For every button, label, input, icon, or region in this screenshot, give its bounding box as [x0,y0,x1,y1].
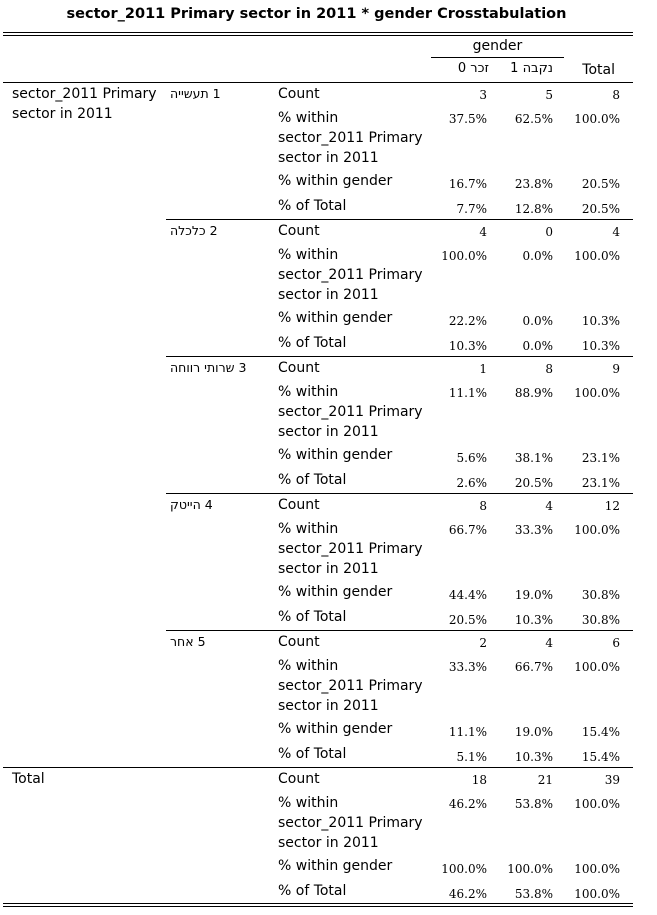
cell-within-row-total: 100.0% [574,797,620,811]
cell-within-col-total: 20.5% [581,177,620,191]
statistic-label-within-col: % within gender [278,310,393,326]
cell-within-row-male: 100.0% [441,249,487,263]
cell-within-col-female: 38.1% [514,451,553,465]
cell-within-row-female: 33.3% [514,523,553,537]
col-header-total: Total [582,62,615,78]
cell-within-row-female: 0.0% [522,249,553,263]
cell-of-total-total: 10.3% [581,339,620,353]
cell-of-total-total: 20.5% [581,202,620,216]
cell-count-total: 6 [612,636,620,650]
cell-within-row-total: 100.0% [574,386,620,400]
cell-of-total-total: 23.1% [581,476,620,490]
sector-category-label: 1 תעשייה [170,86,221,101]
cell-of-total-total: 100.0% [574,887,620,901]
cell-within-row-female: 88.9% [514,386,553,400]
cell-count-male: 3 [479,88,487,102]
cell-within-col-female: 19.0% [514,725,553,739]
statistic-label-within-col: % within gender [278,447,393,463]
cell-of-total-total: 15.4% [581,750,620,764]
statistic-label-within-col: % within gender [278,584,393,600]
cell-within-row-male: 66.7% [448,523,487,537]
statistic-label-within-col: % within gender [278,721,393,737]
cell-of-total-total: 30.8% [581,613,620,627]
cell-within-col-male: 11.1% [448,725,487,739]
cell-within-col-female: 100.0% [507,862,553,876]
cell-within-col-total: 100.0% [574,862,620,876]
sector-category-label: 2 כלכלה [170,223,218,238]
cell-within-row-female: 53.8% [514,797,553,811]
cell-within-col-male: 5.6% [456,451,487,465]
table-bottom-rule [3,903,633,904]
cell-count-total: 9 [612,362,620,376]
statistic-label-count: Count [278,360,320,376]
statistic-label-within-row: % within sector_2011 Primary sector in 2011 [278,110,423,166]
cell-within-row-total: 100.0% [574,523,620,537]
cell-count-total: 8 [612,88,620,102]
cell-within-col-male: 44.4% [448,588,487,602]
cell-count-female: 4 [545,499,553,513]
gender-group-underline [431,57,564,58]
cell-within-row-total: 100.0% [574,660,620,674]
cell-of-total-male: 7.7% [456,202,487,216]
statistic-label-of-total: % of Total [278,746,347,762]
cell-of-total-male: 5.1% [456,750,487,764]
cell-within-row-male: 37.5% [448,112,487,126]
statistic-label-within-row: % within sector_2011 Primary sector in 2011 [278,521,423,577]
group-separator [166,356,633,357]
sector-category-label: 3 שרותי רווחה [170,360,247,375]
total-row-label: Total [12,771,45,787]
statistic-label-count: Count [278,771,320,787]
cell-within-row-male: 11.1% [448,386,487,400]
cell-within-col-male: 100.0% [441,862,487,876]
group-separator [166,493,633,494]
statistic-label-within-row: % within sector_2011 Primary sector in 2011 [278,384,423,440]
cell-within-col-total: 10.3% [581,314,620,328]
gender-group-header: gender [472,38,523,54]
cell-count-female: 21 [537,773,553,787]
cell-of-total-female: 53.8% [514,887,553,901]
cell-count-male: 18 [471,773,487,787]
cell-count-female: 0 [545,225,553,239]
cell-count-male: 2 [479,636,487,650]
statistic-label-of-total: % of Total [278,609,347,625]
statistic-label-of-total: % of Total [278,883,347,899]
cell-of-total-female: 20.5% [514,476,553,490]
sector-category-label: 4 הייטק [170,497,213,512]
sector-category-label: 5 אחר [170,634,206,649]
row-variable-label: sector_2011 Primary sector in 2011 [12,86,157,122]
table-title: sector_2011 Primary sector in 2011 * gender Crosstabulation [66,6,567,22]
group-separator [166,630,633,631]
cell-of-total-male: 46.2% [448,887,487,901]
statistic-label-count: Count [278,634,320,650]
cell-within-col-total: 23.1% [581,451,620,465]
statistic-label-of-total: % of Total [278,472,347,488]
cell-count-male: 1 [479,362,487,376]
cell-count-female: 5 [545,88,553,102]
cell-within-col-female: 23.8% [514,177,553,191]
statistic-label-count: Count [278,86,320,102]
cell-count-total: 12 [604,499,620,513]
cell-within-row-male: 46.2% [448,797,487,811]
statistic-label-within-col: % within gender [278,173,393,189]
statistic-label-within-row: % within sector_2011 Primary sector in 2011 [278,795,423,851]
cell-of-total-female: 10.3% [514,750,553,764]
cell-within-row-female: 62.5% [514,112,553,126]
cell-within-col-male: 22.2% [448,314,487,328]
statistic-label-within-row: % within sector_2011 Primary sector in 2011 [278,658,423,714]
cell-count-female: 4 [545,636,553,650]
cell-of-total-female: 10.3% [514,613,553,627]
cell-of-total-female: 12.8% [514,202,553,216]
cell-within-row-male: 33.3% [448,660,487,674]
cell-of-total-male: 2.6% [456,476,487,490]
cell-of-total-male: 20.5% [448,613,487,627]
statistic-label-within-col: % within gender [278,858,393,874]
cell-count-male: 4 [479,225,487,239]
cell-count-total: 39 [604,773,620,787]
cell-of-total-male: 10.3% [448,339,487,353]
cell-within-col-female: 19.0% [514,588,553,602]
cell-within-col-male: 16.7% [448,177,487,191]
table-bottom-rule-inner [3,906,633,907]
cell-within-row-female: 66.7% [514,660,553,674]
cell-of-total-female: 0.0% [522,339,553,353]
statistic-label-of-total: % of Total [278,198,347,214]
statistic-label-count: Count [278,223,320,239]
cell-count-male: 8 [479,499,487,513]
cell-within-row-total: 100.0% [574,112,620,126]
statistic-label-within-row: % within sector_2011 Primary sector in 2011 [278,247,423,303]
statistic-label-count: Count [278,497,320,513]
header-bottom-rule [3,82,633,83]
statistic-label-of-total: % of Total [278,335,347,351]
cell-within-row-total: 100.0% [574,249,620,263]
group-separator [3,767,633,768]
cell-within-col-female: 0.0% [522,314,553,328]
col-header-male: 0 זכר [457,61,489,76]
cell-count-total: 4 [612,225,620,239]
col-header-female: 1 נקבה [510,61,553,76]
cell-within-col-total: 30.8% [581,588,620,602]
cell-within-col-total: 15.4% [581,725,620,739]
cell-count-female: 8 [545,362,553,376]
group-separator [166,219,633,220]
table-top-rule [3,32,633,33]
